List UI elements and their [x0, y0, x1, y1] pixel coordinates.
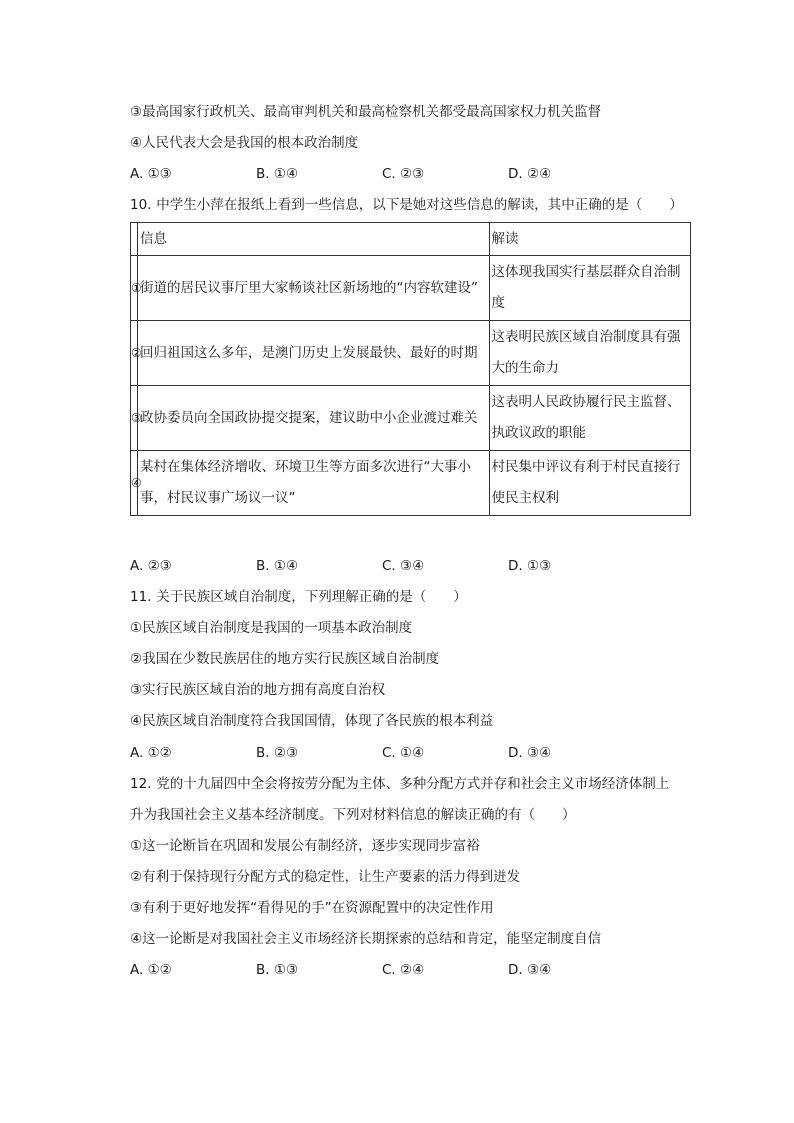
q11-option-d[interactable]: D. ③④	[508, 745, 552, 761]
q11-statement-1: ①民族区域自治制度是我国的一项基本政治制度	[130, 620, 413, 636]
q12-option-a[interactable]: A. ①②	[130, 962, 172, 978]
q12-number: 12.	[130, 776, 152, 792]
q11-option-b[interactable]: B. ②③	[256, 745, 299, 761]
q11-option-a[interactable]: A. ①②	[130, 745, 172, 761]
q10-option-b[interactable]: B. ①④	[256, 558, 299, 574]
q10-option-a[interactable]: A. ②③	[130, 558, 172, 574]
q9-statement-3: ③最高国家行政机关、最高审判机关和最高检察机关都受最高国家权力机关监督	[130, 104, 602, 120]
q12-option-b[interactable]: B. ①③	[256, 962, 299, 978]
q11-statement-4: ④民族区域自治制度符合我国国情，体现了各民族的根本利益	[130, 713, 494, 729]
q10-options	[130, 556, 690, 576]
row-number: ③	[131, 386, 138, 451]
table-header-reading: 解读	[489, 223, 690, 256]
table-header-row	[131, 223, 691, 256]
q9-option-d[interactable]: D. ②④	[508, 166, 552, 182]
q10-option-d[interactable]: D. ①③	[508, 558, 552, 574]
table-header-info: 信息	[138, 223, 490, 256]
q12-statement-1: ①这一论断旨在巩固和发展公有制经济，逐步实现同步富裕	[130, 838, 480, 854]
q12-option-c[interactable]: C. ②④	[382, 962, 425, 978]
q12-stem-line-2: 升为我国社会主义基本经济制度。下列对材料信息的解读正确的有（ ）	[130, 807, 576, 823]
q12-stem-part-1: 党的十九届四中全会将按劳分配为主体、多种分配方式并存和社会主义市场经济体制上	[156, 776, 670, 792]
row-info: 街道的居民议事厅里大家畅谈社区新场地的“内容软建设”	[138, 256, 490, 321]
q12-stem-line-1	[130, 774, 669, 794]
q9-option-c[interactable]: C. ②③	[382, 166, 425, 182]
row-reading: 这表明人民政协履行民主监督、执政议政的职能	[489, 386, 690, 451]
q11-stem: 关于民族区域自治制度，下列理解正确的是（ ）	[156, 589, 467, 605]
row-reading: 这表明民族区域自治制度具有强大的生命力	[489, 321, 690, 386]
q9-option-a[interactable]: A. ①③	[130, 166, 172, 182]
q12-option-d[interactable]: D. ③④	[508, 962, 552, 978]
q10-info-table	[130, 222, 691, 516]
q10-number: 10.	[130, 197, 152, 213]
table-row	[131, 256, 691, 321]
q11-options	[130, 743, 690, 763]
table-row	[131, 451, 691, 516]
q11-stem-line	[130, 587, 467, 607]
row-reading: 村民集中评议有利于村民直接行使民主权利	[489, 451, 690, 516]
q10-stem: 中学生小萍在报纸上看到一些信息，以下是她对这些信息的解读，其中正确的是（ ）	[156, 197, 683, 213]
q9-statement-4: ④人民代表大会是我国的根本政治制度	[130, 135, 359, 151]
row-number: ④	[131, 451, 138, 516]
q10-stem-line	[130, 195, 683, 215]
row-reading: 这体现我国实行基层群众自治制度	[489, 256, 690, 321]
table-header-num	[131, 223, 138, 256]
q12-statement-2: ②有利于保持现行分配方式的稳定性，让生产要素的活力得到迸发	[130, 869, 521, 885]
q11-statement-3: ③实行民族区域自治的地方拥有高度自治权	[130, 682, 386, 698]
q11-statement-2: ②我国在少数民族居住的地方实行民族区域自治制度	[130, 651, 440, 667]
q9-option-b[interactable]: B. ①④	[256, 166, 299, 182]
row-info: 回归祖国这么多年，是澳门历史上发展最快、最好的时期	[138, 321, 490, 386]
q11-number: 11.	[130, 589, 152, 605]
row-number: ①	[131, 256, 138, 321]
q9-options	[130, 164, 690, 184]
row-info: 某村在集体经济增收、环境卫生等方面多次进行“大事小事，村民议事广场议一议”	[138, 451, 490, 516]
q12-options	[130, 960, 690, 980]
row-info: 政协委员向全国政协提交提案，建议助中小企业渡过难关	[138, 386, 490, 451]
q11-option-c[interactable]: C. ①④	[382, 745, 425, 761]
q12-statement-3: ③有利于更好地发挥“看得见的手”在资源配置中的决定性作用	[130, 900, 494, 916]
table-row	[131, 321, 691, 386]
q12-statement-4: ④这一论断是对我国社会主义市场经济长期探索的总结和肯定，能坚定制度自信	[130, 931, 602, 947]
row-number: ②	[131, 321, 138, 386]
table-row	[131, 386, 691, 451]
q10-option-c[interactable]: C. ③④	[382, 558, 425, 574]
